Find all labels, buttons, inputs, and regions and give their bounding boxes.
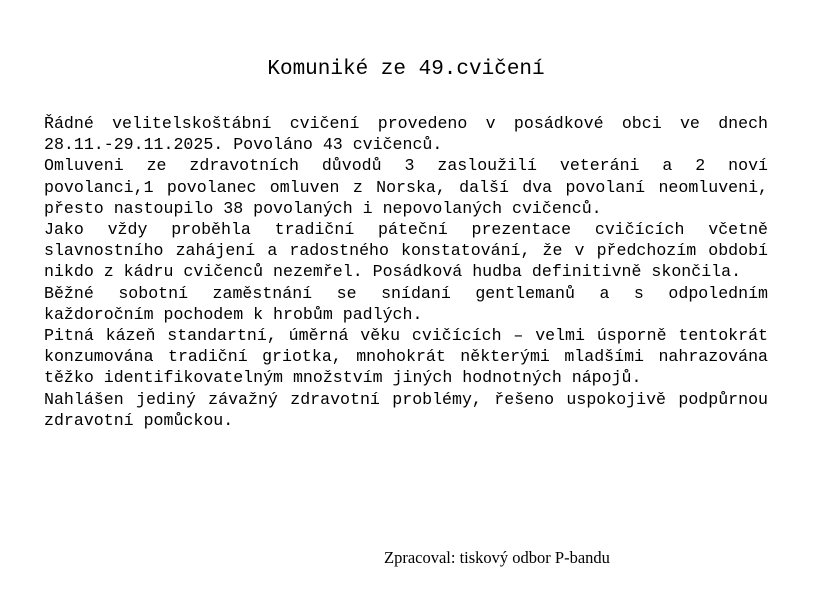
document-footer-signature: Zpracoval: tiskový odbor P-bandu: [384, 548, 610, 567]
paragraph-exercise-summary: Řádné velitelskoštábní cvičení provedeno v posádkové obci ve dnech 28.11.-29.11.2025. Povoláno 43 cvičenců.: [44, 114, 768, 155]
document-body: [44, 113, 768, 431]
document-title: Komuniké ze 49.cvičení: [267, 58, 545, 81]
paragraph-health-issue: Nahlášen jediný závažný zdravotní problémy, řešeno uspokojivě podpůrnou zdravotní pomůckou.: [44, 389, 768, 430]
paragraph-presentation: Jako vždy proběhla tradiční páteční prezentace cvičících včetně slavnostního zahájení a radostného konstatování, že v předchozím období nikdo z kádru cvičenců nezemřel. Posádková hudba definitivně skončila.: [44, 220, 768, 282]
paragraph-drinking-discipline: Pitná kázeň standartní, úměrná věku cvičících – velmi úsporně tentokrát konzumována tradiční griotka, mnohokrát některými mladšími nahrazována těžko identifikovatelným množstvím jiných hodnotných nápojů.: [44, 326, 768, 388]
paragraph-attendance: Omluveni ze zdravotních důvodů 3 zasloužilí veteráni a 2 noví povolanci,1 povolanec omluven z Norska, další dva povolaní neomluveni, přesto nastoupilo 38 povolaných i nepovolaných cvičenců.: [44, 156, 768, 218]
paragraph-saturday-program: Běžné sobotní zaměstnání se snídaní gentlemanů a s odpoledním každoročním pochodem k hrobům padlých.: [44, 283, 768, 324]
